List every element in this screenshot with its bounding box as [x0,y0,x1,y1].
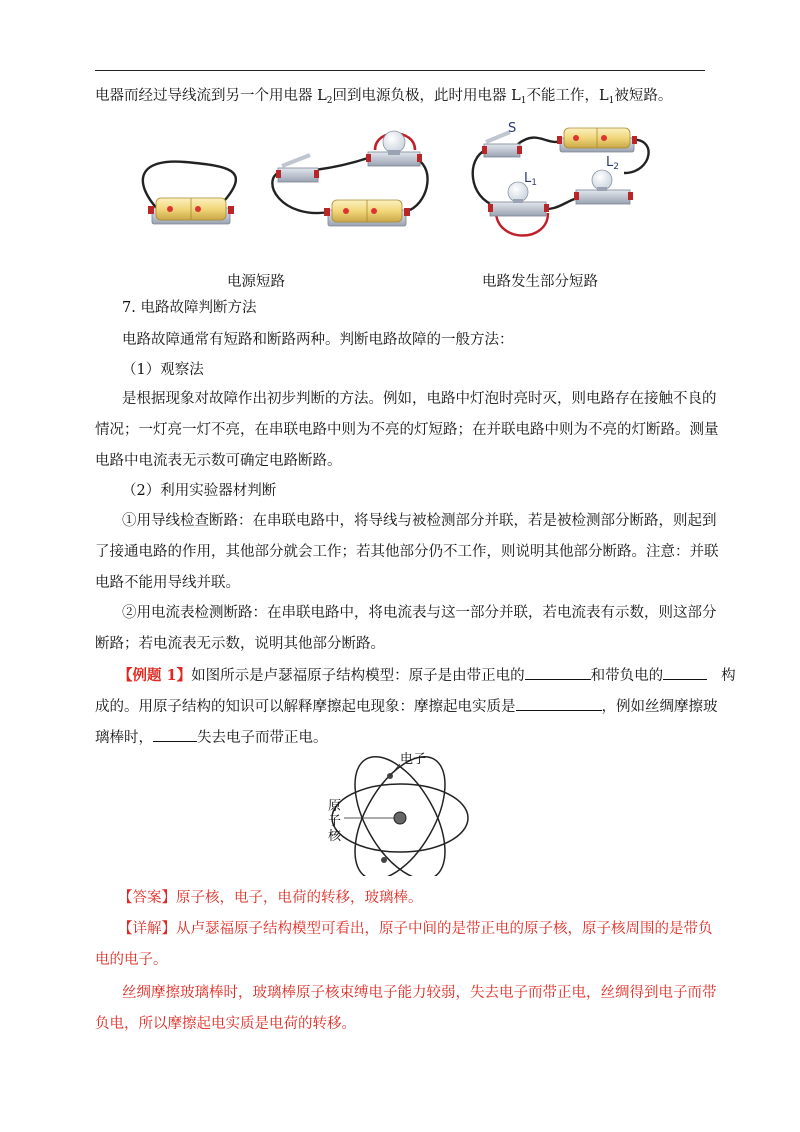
header-rule [95,70,705,71]
example-line [95,726,707,748]
nucleus-label-1: 原 [328,799,342,814]
detail-line: 负电，所以摩擦起电实质是电荷的转移。 [95,1016,356,1032]
subscript: 1 [608,96,615,106]
text-fragment: 璃棒时， [95,730,153,746]
paragraph-line: 电路中电流表无示数可确定电路断路。 [95,453,342,469]
text-fragment: 和带负电的 [590,668,664,684]
text-fragment: ，例如丝绸摩擦玻 [601,699,718,715]
subscript: 2 [326,96,333,106]
text-fragment: 成的。用原子结构的知识可以解释摩擦起电现象：摩擦起电实质是 [95,699,516,715]
text-fragment: 不能工作，L [526,88,609,104]
bulb-l2-label: $L_2$ [606,155,619,172]
text-fragment: 回到电源负极，此时用电器 L [332,88,521,104]
nucleus-label-3: 核 [328,829,342,844]
example-tag: 【例题 1】 [118,667,192,684]
answer-text: 原子核，电子，电荷的转移，玻璃棒。 [176,890,423,906]
bulb-icon [383,131,405,153]
answer-blank[interactable] [663,664,707,680]
text-fragment: 被短路。 [614,88,673,104]
bulb-l1-label: $L_1$ [524,171,537,188]
subheading: （1）观察法 [122,362,204,378]
detail-text: 从卢瑟福原子结构模型可看出，原子中间的是带正电的原子核，原子核周围的是带负 [176,921,713,937]
intro-continuation [95,86,707,106]
subscript: 1 [520,96,527,106]
paragraph-line: 是根据现象对故障作出初步判断的方法。例如，电路中灯泡时亮时灭，则电路存在接触不良的 [122,391,717,407]
text-fragment: 构 [721,668,736,684]
example-line [118,664,736,686]
power-short-circuit-figure [130,120,440,250]
text-fragment: 如图所示是卢瑟福原子结构模型：原子是由带正电的 [191,668,525,684]
detail-tag: 【详解】 [118,921,176,937]
answer-tag: 【答案】 [118,890,176,906]
example-line [95,695,718,717]
subheading: （2）利用实验器材判断 [122,483,277,499]
detail-line: 丝绸摩擦玻璃棒时，玻璃棒原子核束缚电子能力较弱，失去电子而带正电，丝绸得到电子而带 [122,985,717,1001]
paragraph-line: 断路；若电流表无示数，说明其他部分断路。 [95,636,385,652]
paragraph-line: 电路不能用导线并联。 [95,575,240,591]
switch-icon [278,168,318,182]
electron-icon [381,857,387,863]
answer-blank[interactable] [525,664,591,680]
nucleus-icon [394,812,406,824]
partial-short-caption: 电路发生部分短路 [482,274,598,290]
answer-blank[interactable] [153,726,197,742]
switch-icon [484,144,520,157]
answer-blank[interactable] [516,695,602,711]
atom-model-figure [320,748,490,876]
electron-label: 电子 [400,752,427,767]
paragraph-line: ②用电流表检测断路：在串联电路中，将电流表与这一部分并联，若电流表有示数，则这部分 [122,605,717,621]
paragraph-line: 情况；一灯亮一灯不亮，在串联电路中则为不亮的灯短路；在并联电路中则为不亮的灯断路。测量 [95,422,719,438]
section-heading: 7. 电路故障判断方法 [122,300,257,316]
paragraph-line: ①用导线检查断路：在串联电路中，将导线与被检测部分并联，若是被检测部分断路，则起到 [122,513,717,529]
text-fragment: 失去电子而带正电。 [197,730,328,746]
paragraph: 电路故障通常有短路和断路两种。判断电路故障的一般方法： [122,332,514,348]
text-fragment: 电器而经过导线流到另一个用电器 L [95,88,327,104]
power-short-caption: 电源短路 [227,274,285,290]
nucleus-label-2: 子 [328,814,342,829]
paragraph-line: 了接通电路的作用，其他部分就会工作；若其他部分仍不工作，则说明其他部分断路。注意：并联 [95,544,719,560]
switch-label: S [508,121,517,136]
answer-line [118,888,730,908]
detail-line [118,919,730,939]
detail-line: 电的电子。 [95,952,168,968]
partial-short-circuit-figure [468,118,708,246]
